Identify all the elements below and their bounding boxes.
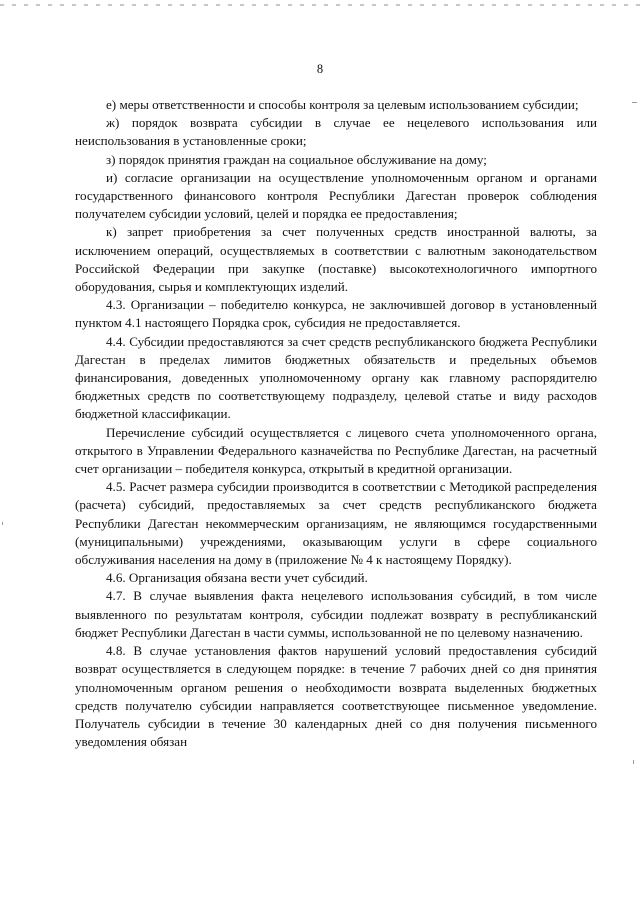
list-item-i: и) согласие организации на осуществление уполномоченным органом и органами государственного финансового контроля Республики Дагестан проверок соблюдения получателем субсидии условий, целей и порядка ее предоставления;: [75, 169, 597, 222]
scan-edge-mark: [2, 522, 3, 525]
clause-4-5: 4.5. Расчет размера субсидии производится в соответствии с Методикой распределения (расчета) субсидий, предоставляемых за счет средств республиканского бюджета Республики Дагестан некоммерческим организациям, не являющимся государственными (муниципальными) учреждениями, оказывающим услуги в сфере социального обслуживания населения на дому в (приложение № 4 к настоящему Порядку).: [75, 479, 597, 568]
scan-edge-mark: [633, 760, 634, 764]
clause-4-3: 4.3. Организации – победителю конкурса, не заключившей договор в установленный пунктом 4.1 настоящего Порядка срок, субсидия не предоставляется.: [75, 297, 597, 331]
scan-edge-mark: [632, 102, 637, 103]
clause-4-8: 4.8. В случае установления фактов нарушений условий предоставления субсидий возврат осуществляется в следующем порядке: в течение 7 рабочих дней со дня принятия уполномоченным органом решения о необходимости возврата выделенных бюджетных средств получателю субсидии направляется соответствующее письменное уведомление. Получатель субсидии в течение 30 календарных дней со дня получения письменного уведомления обязан: [75, 643, 597, 750]
list-item-k: к) запрет приобретения за счет полученных средств иностранной валюты, за исключением операций, осуществляемых в соответствии с валютным законодательством Российской Федерации при закупке (поставке) высокотехнологичного импортного оборудования, сырья и комплектующих изделий.: [75, 224, 597, 295]
clause-4-4-transfer: Перечисление субсидий осуществляется с лицевого счета уполномоченного органа, открытого в Управлении Федерального казначейства по Республике Дагестан, на расчетный счет организации – победителя конкурса, открытый в кредитной организации.: [75, 424, 597, 477]
document-body: [75, 96, 597, 751]
clause-4-4: 4.4. Субсидии предоставляются за счет средств республиканского бюджета Республики Дагестан в пределах лимитов бюджетных обязательств и предельных объемов финансирования, доведенных уполномоченному органу как главному распорядителю бюджетных средств по соответствующему подразделу, целевой статье и виду расходов бюджетной классификации.: [75, 333, 597, 422]
list-item-z: з) порядок принятия граждан на социальное обслуживание на дому;: [106, 151, 487, 167]
list-item-e: е) меры ответственности и способы контроля за целевым использованием субсидии;: [106, 97, 579, 112]
clause-4-6: 4.6. Организация обязана вести учет субсидий.: [106, 570, 368, 586]
scan-artifact: [0, 4, 640, 6]
page-number: 8: [316, 62, 324, 76]
list-item-zh: ж) порядок возврата субсидии в случае ее нецелевого использования или неиспользования в установленные сроки;: [75, 115, 597, 149]
clause-4-7: 4.7. В случае выявления факта нецелевого использования субсидий, в том числе выявленного по результатам контроля, субсидии подлежат возврату в республиканский бюджет Республики Дагестан в части суммы, использованной не по целевому назначению.: [75, 588, 597, 640]
